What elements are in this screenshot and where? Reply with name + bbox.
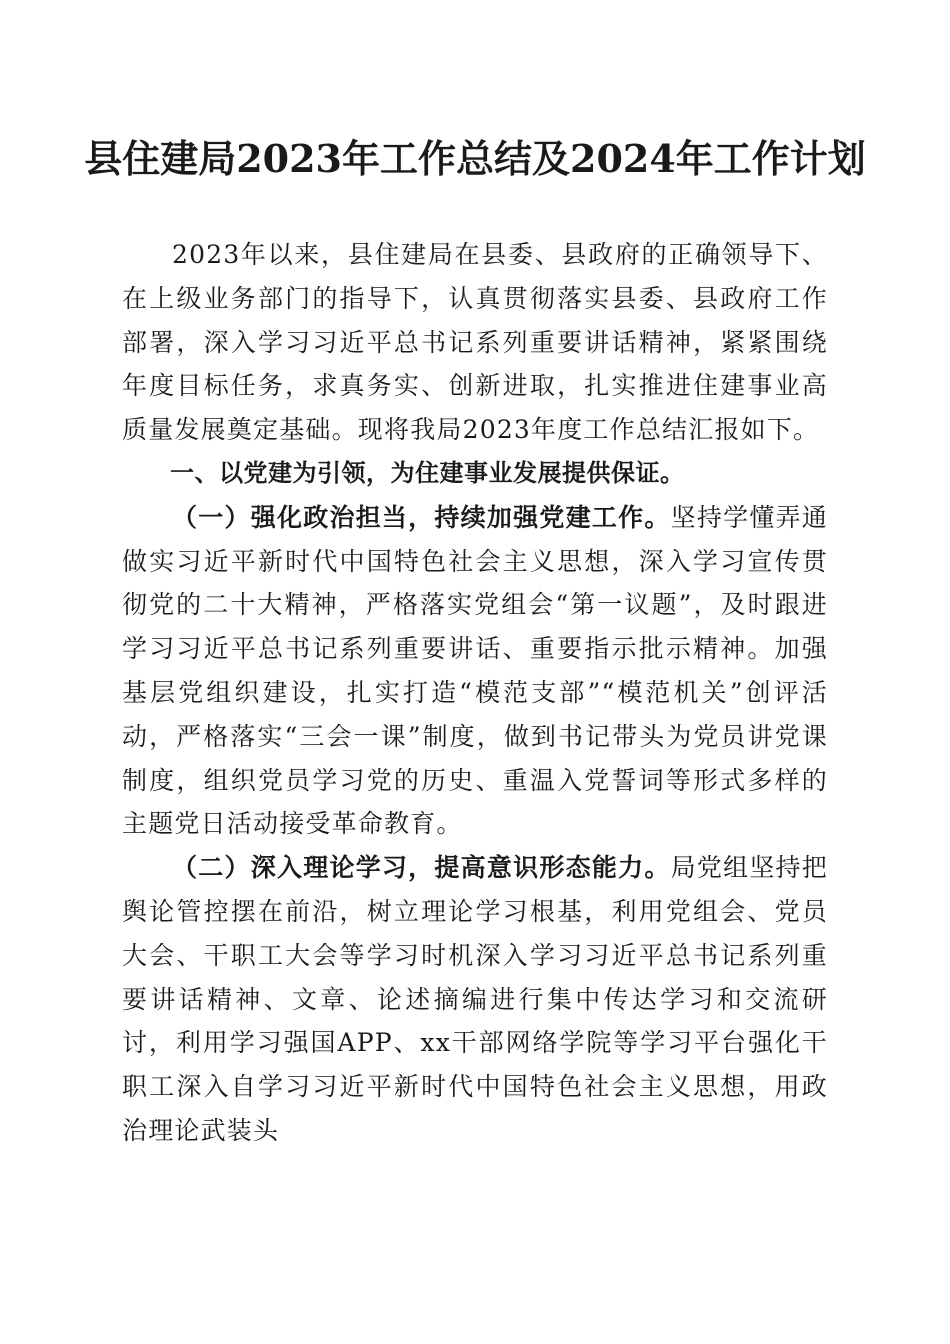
- section-heading: 一、以党建为引领，为住建事业发展提供保证。: [170, 458, 685, 487]
- section-item-2: [122, 846, 828, 1153]
- item-2-text: 局党组坚持把舆论管控摆在前沿，树立理论学习根基，利用党组会、党员大会、干职工大会等学习时机深入学习习近平总书记系列重要讲话精神、文章、论述摘编进行集中传达学习和交流研讨，利用学习强国APP、xx干部网络学院等学习平台强化干职工深入自学习习近平新时代中国特色社会主义思想，用政治理论武装头: [122, 853, 828, 1145]
- item-1-text: 坚持学懂弄通做实习近平新时代中国特色社会主义思想，深入学习宣传贯彻党的二十大精神，严格落实党组会“第一议题”，及时跟进学习习近平总书记系列重要讲话、重要指示批示精神。加强基层党组织建设，扎实打造“模范支部”“模范机关”创评活动，严格落实“三会一课”制度，做到书记带头为党员讲党课制度，组织党员学习党的历史、重温入党誓词等形式多样的主题党日活动接受革命教育。: [122, 502, 828, 839]
- intro-paragraph: 2023年以来，县住建局在县委、县政府的正确领导下、在上级业务部门的指导下，认真贯彻落实县委、县政府工作部署，深入学习习近平总书记系列重要讲话精神，紧紧围绕年度目标任务，求真务实、创新进取，扎实推进住建事业高质量发展奠定基础。现将我局2023年度工作总结汇报如下。: [122, 240, 828, 445]
- item-2-lead: （二）深入理论学习，提高意识形态能力。: [172, 853, 671, 883]
- document-body: [122, 233, 828, 1153]
- document-title: 县住建局2023年工作总结及2024年工作计划: [84, 136, 866, 181]
- section-item-1: [122, 496, 828, 846]
- item-1-lead: （一）强化政治担当，持续加强党建工作。: [172, 502, 671, 532]
